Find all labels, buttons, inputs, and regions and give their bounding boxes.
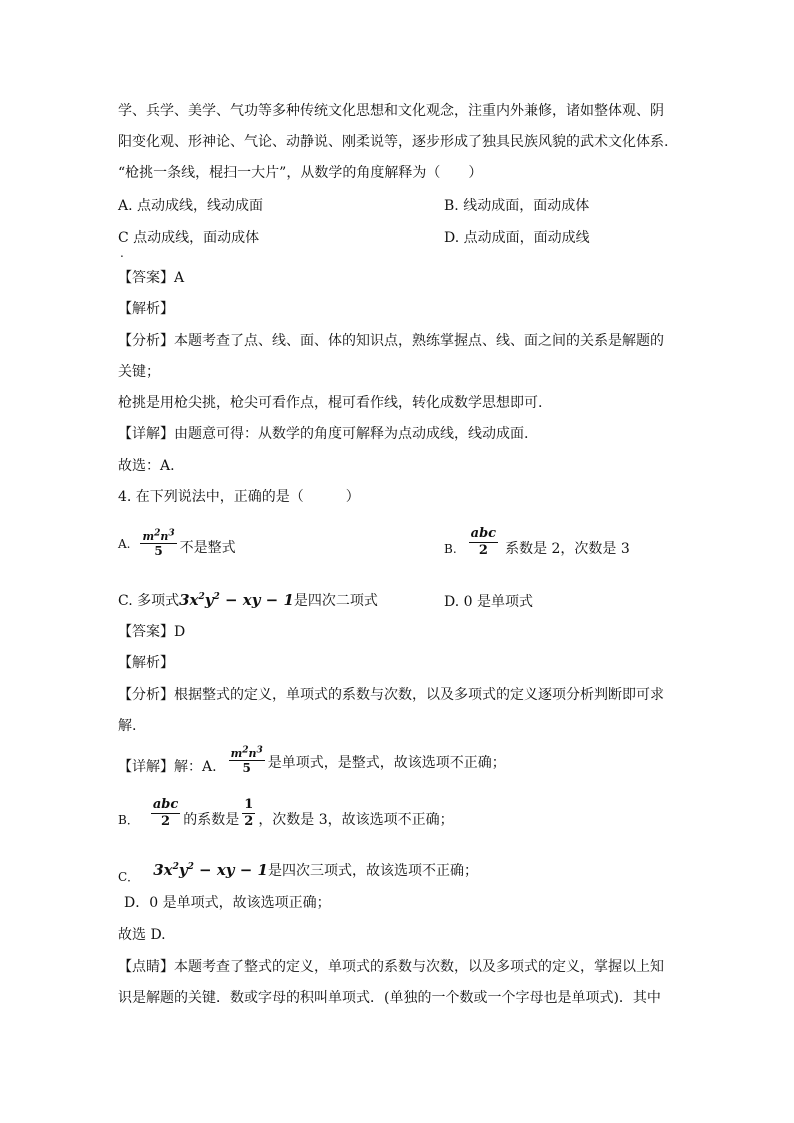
q4-detail-c-label: C． <box>118 870 140 884</box>
q3-analysis-heading: 【解析】 <box>118 301 174 317</box>
q4-detail-c <box>118 860 478 884</box>
fraction-abc-over-2 <box>151 797 180 830</box>
fraction-numerator: 1 <box>244 796 254 812</box>
q3-detail: 【详解】由题意可得：从数学的角度可解释为点动成线，线动成面. <box>118 426 529 442</box>
q4-detail-heading: 【详解】解：A. <box>118 759 217 775</box>
q4-choice: 故选 D. <box>118 927 166 943</box>
q3-answer: 【答案】A <box>118 270 185 286</box>
q4-detail-a-text: 是单项式，是整式，故该选项不正确； <box>267 755 506 771</box>
q4-option-b <box>444 525 630 559</box>
fraction-numerator: abc <box>470 525 497 541</box>
intro-line-1: 学、兵学、美学、气功等多种传统文化思想和文化观念，注重内外兼修，诸如整体观、阴 <box>118 103 664 119</box>
polynomial-expression: $3x^2y^2$ − xy − 1 <box>153 861 268 879</box>
q3-analysis-line-2: 关键； <box>118 364 160 380</box>
q4-option-c-label: C. 多项式 <box>118 593 180 609</box>
q4-analysis-line-1: 【分析】根据整式的定义，单项式的系数与次数，以及多项式的定义逐项分析判断即可求 <box>118 687 664 703</box>
question-3-stem: “枪挑一条线，棍扫一大片”，从数学的角度解释为（ ） <box>118 165 483 181</box>
q4-option-d: D. 0 是单项式 <box>444 594 533 610</box>
q4-detail-b-label: B． <box>118 813 139 827</box>
q3-option-c: C 点动成线，面动成体 <box>118 230 260 246</box>
fraction-denominator: 5 <box>154 544 163 558</box>
q4-option-c <box>118 590 378 611</box>
q3-option-d: D. 点动成面，面动成线 <box>444 230 590 246</box>
fraction-one-half <box>242 797 255 830</box>
q3-option-b: B. 线动成面，面动成体 <box>444 198 590 214</box>
q4-option-c-text: 是四次二项式 <box>293 593 378 609</box>
q4-detail-a <box>118 745 506 777</box>
q4-option-b-text: 系数是 2，次数是 3 <box>505 541 630 557</box>
fraction-abc-over-2 <box>469 526 498 559</box>
q4-remark-line-1: 【点睛】本题考查了整式的定义，单项式的系数与次数，以及多项式的定义，掌握以上知 <box>118 959 664 975</box>
q4-detail-b-mid: 的系数是 <box>183 812 240 828</box>
fraction-numerator: $m^2n^3$ <box>142 528 175 543</box>
q4-detail-d: D．0 是单项式，故该选项正确； <box>124 895 331 911</box>
q3-choice: 故选：A. <box>118 458 175 474</box>
polynomial-expression: $3x^2y^2$ − xy − 1 <box>179 591 294 609</box>
q4-detail-b <box>118 796 454 830</box>
q4-detail-b-text: ，次数是 3，故该选项不正确； <box>258 812 454 828</box>
fraction-denominator: 2 <box>244 813 254 829</box>
fraction-m2n3-over-5 <box>229 747 265 775</box>
q4-option-a-label: A. <box>118 537 131 551</box>
q4-analysis-line-2: 解. <box>118 718 137 734</box>
fraction-denominator: 5 <box>242 761 251 775</box>
q4-answer: 【答案】D <box>118 624 186 640</box>
q4-option-b-label: B. <box>444 542 457 556</box>
q4-option-a <box>118 530 236 558</box>
q4-remark-line-2: 识是解题的关键．数或字母的积叫单项式．(单独的一个数或一个字母也是单项式)．其中 <box>118 990 661 1006</box>
q4-option-a-text: 不是整式 <box>179 540 236 556</box>
q3-analysis-line-1: 【分析】本题考查了点、线、面、体的知识点，熟练掌握点、线、面之间的关系是解题的 <box>118 333 664 349</box>
q3-analysis-line-3: 枪挑是用枪尖挑，枪尖可看作点，棍可看作线，转化成数学思想即可. <box>118 395 543 411</box>
question-4-stem: 4. 在下列说法中，正确的是（ ） <box>118 489 360 505</box>
q4-detail-c-text: 是四次三项式，故该选项不正确； <box>267 863 478 879</box>
fraction-denominator: 2 <box>161 813 171 829</box>
fraction-numerator: $m^2n^3$ <box>230 745 263 760</box>
fraction-denominator: 2 <box>478 542 488 558</box>
fraction-numerator: abc <box>152 796 179 812</box>
stray-dot: . <box>120 246 124 260</box>
fraction-m2n3-over-5 <box>140 530 176 558</box>
q4-analysis-heading: 【解析】 <box>118 655 174 671</box>
intro-line-2: 阳变化观、形神论、气论、动静说、刚柔说等，逐步形成了独具民族风貌的武术文化体系. <box>118 134 669 150</box>
q3-option-a: A. 点动成线，线动成面 <box>118 198 264 214</box>
